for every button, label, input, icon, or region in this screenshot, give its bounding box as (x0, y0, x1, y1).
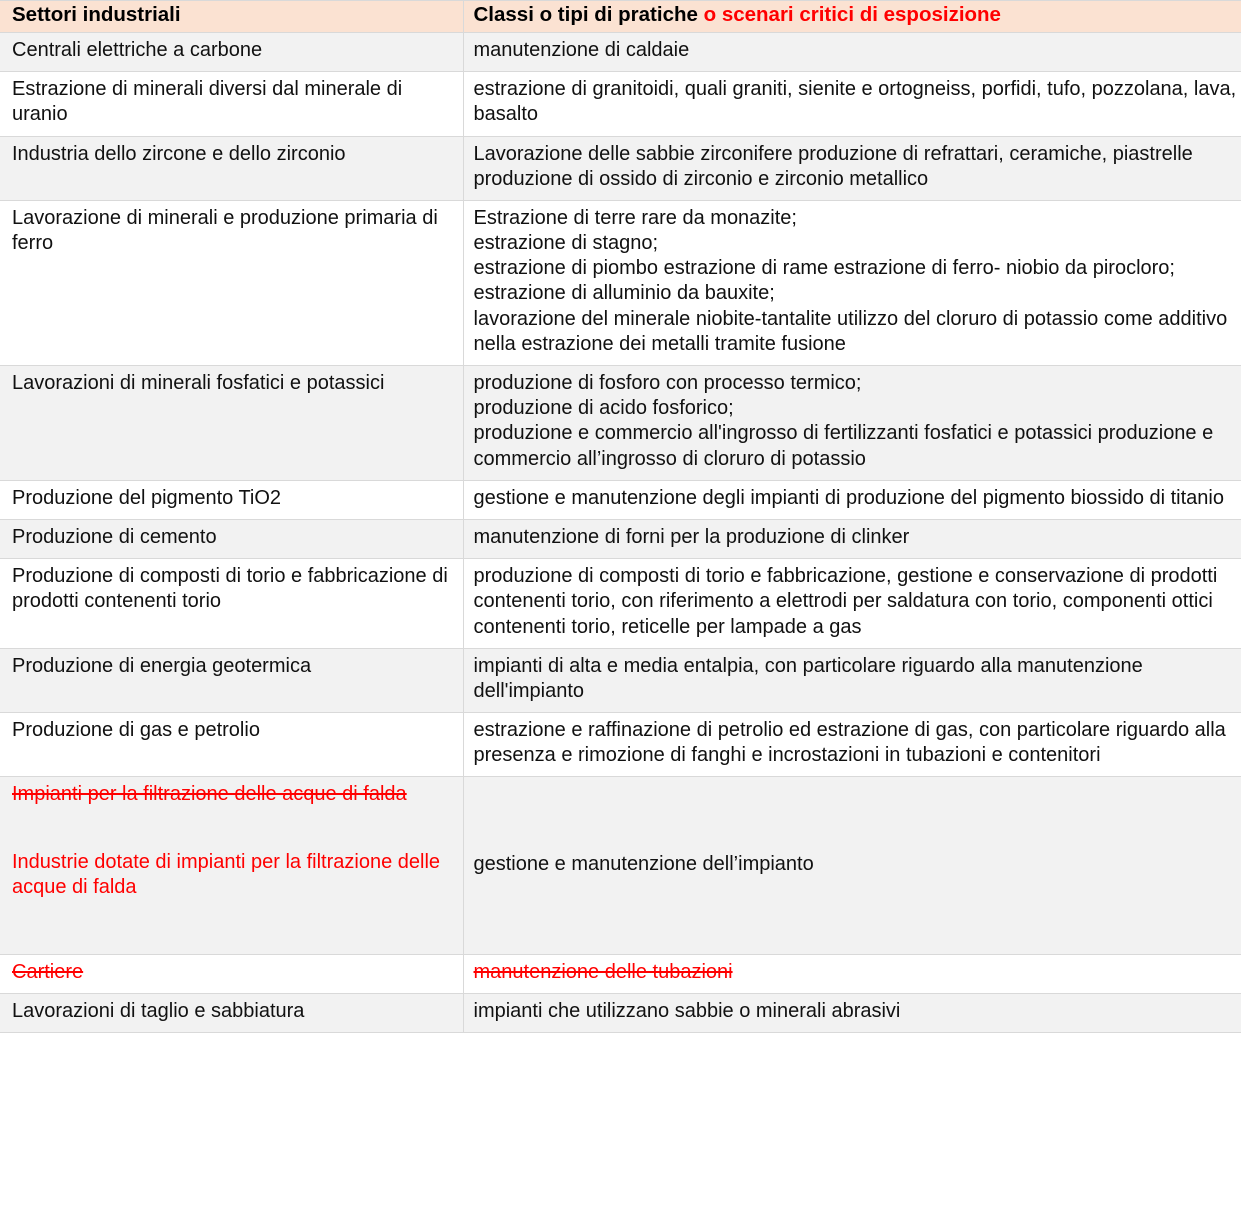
table-row (0, 136, 1241, 200)
cell-practice (463, 519, 1241, 558)
cell-sector (0, 777, 463, 955)
sector-text: Lavorazioni di taglio e sabbiatura (12, 1000, 305, 1023)
practice-line: produzione di acido fosforico; (473, 397, 734, 420)
sector-text: Produzione di energia geotermica (12, 654, 312, 677)
sector-trailing-spacer (12, 900, 455, 946)
practice-line: gestione e manutenzione degli impianti di produzione del pigmento biossido di titanio (473, 486, 1224, 509)
table-row (0, 648, 1241, 712)
column-header-sectors: Settori industriali (0, 1, 463, 33)
practice-line: manutenzione di caldaie (473, 38, 690, 61)
cell-practice (463, 136, 1241, 200)
cell-sector (0, 480, 463, 519)
table-row (0, 955, 1241, 994)
practice-line: estrazione di alluminio da bauxite; (473, 282, 775, 305)
sector-text: Produzione di gas e petrolio (12, 719, 260, 742)
cell-practice (463, 994, 1241, 1033)
cell-practice (463, 32, 1241, 71)
practice-line: estrazione di granitoidi, quali graniti, sienite e ortogneiss, porfidi, tufo, pozzolana, lava, basalto (473, 78, 1237, 126)
sector-text: Produzione del pigmento TiO2 (12, 486, 282, 509)
column-header-practices-accent: o scenari critici di esposizione (703, 3, 1001, 26)
cell-practice (463, 366, 1241, 481)
practice-line: produzione di composti di torio e fabbricazione, gestione e conservazione di prodotti contenenti torio, con riferimento a elettrodi per saldatura con torio, componenti ottici contenenti torio, reticelle per lampade a gas (473, 565, 1218, 638)
cell-practice (463, 713, 1241, 777)
table-row (0, 559, 1241, 649)
table-row (0, 777, 1241, 955)
practice-line: estrazione di piombo estrazione di rame estrazione di ferro- niobio da pirocloro; (473, 257, 1175, 280)
cell-sector (0, 32, 463, 71)
cell-practice (463, 648, 1241, 712)
cell-practice (463, 72, 1241, 136)
cell-sector (0, 72, 463, 136)
practice-line: manutenzione di forni per la produzione di clinker (473, 525, 910, 548)
cell-sector (0, 955, 463, 994)
column-header-practices-plain: Classi o tipi di pratiche (473, 3, 704, 26)
table-row (0, 366, 1241, 481)
sector-text: Lavorazioni di minerali fosfatici e potassici (12, 372, 385, 395)
practice-text-struck: manutenzione delle tubazioni (473, 961, 733, 984)
practice-line: Lavorazione delle sabbie zirconifere produzione di refrattari, ceramiche, piastrelle produzione di ossido di zirconio e zirconio metallico (473, 142, 1193, 190)
cell-practice (463, 777, 1241, 955)
table-header (0, 1, 1241, 33)
cell-sector (0, 713, 463, 777)
sector-text: Produzione di composti di torio e fabbricazione di prodotti contenenti torio (12, 565, 448, 613)
cell-practice (463, 955, 1241, 994)
practice-line: estrazione e raffinazione di petrolio ed estrazione di gas, con particolare riguardo alla presenza e rimozione di fanghi e incrostazioni in tubazioni e contenitori (473, 719, 1226, 767)
practice-line: produzione e commercio all'ingrosso di fertilizzanti fosfatici e potassici produzione e commercio all’ingrosso di cloruro di potassio (473, 422, 1214, 470)
cell-sector (0, 200, 463, 365)
cell-sector (0, 994, 463, 1033)
sector-text: Lavorazione di minerali e produzione primaria di ferro (12, 206, 438, 255)
sector-text: Estrazione di minerali diversi dal minerale di uranio (12, 78, 403, 126)
sector-text-struck: Impianti per la filtrazione delle acque di falda (12, 783, 407, 806)
table-row (0, 713, 1241, 777)
practice-line: lavorazione del minerale niobite-tantalite utilizzo del cloruro di potassio come additivo nella estrazione dei metalli tramite fusione (473, 307, 1228, 355)
practice-line: impianti che utilizzano sabbie o minerali abrasivi (473, 1000, 901, 1023)
practice-line: Estrazione di terre rare da monazite; (473, 206, 797, 229)
cell-practice (463, 200, 1241, 365)
cell-sector (0, 559, 463, 649)
table-row (0, 519, 1241, 558)
table-row (0, 72, 1241, 136)
table-header-row (0, 1, 1241, 33)
table-row (0, 200, 1241, 365)
sector-spacer (12, 808, 455, 850)
sector-text: Produzione di cemento (12, 525, 217, 548)
sector-text-struck: Cartiere (12, 961, 84, 984)
table-row (0, 32, 1241, 71)
practice-line: produzione di fosforo con processo termico; (473, 372, 862, 395)
practice-line: estrazione di stagno; (473, 232, 659, 255)
table-row (0, 480, 1241, 519)
cell-practice (463, 559, 1241, 649)
sector-text-revised: Industrie dotate di impianti per la filtrazione delle acque di falda (12, 850, 441, 898)
cell-sector (0, 136, 463, 200)
practice-line: gestione e manutenzione dell’impianto (473, 852, 814, 875)
cell-sector (0, 366, 463, 481)
column-header-practices (463, 1, 1241, 33)
cell-sector (0, 648, 463, 712)
cell-sector (0, 519, 463, 558)
sector-text: Industria dello zircone e dello zirconio (12, 142, 346, 165)
sector-text: Centrali elettriche a carbone (12, 38, 263, 61)
practice-line: impianti di alta e media entalpia, con particolare riguardo alla manutenzione dell'impianto (473, 654, 1143, 702)
table-row (0, 994, 1241, 1033)
table-body (0, 32, 1241, 1032)
cell-practice (463, 480, 1241, 519)
